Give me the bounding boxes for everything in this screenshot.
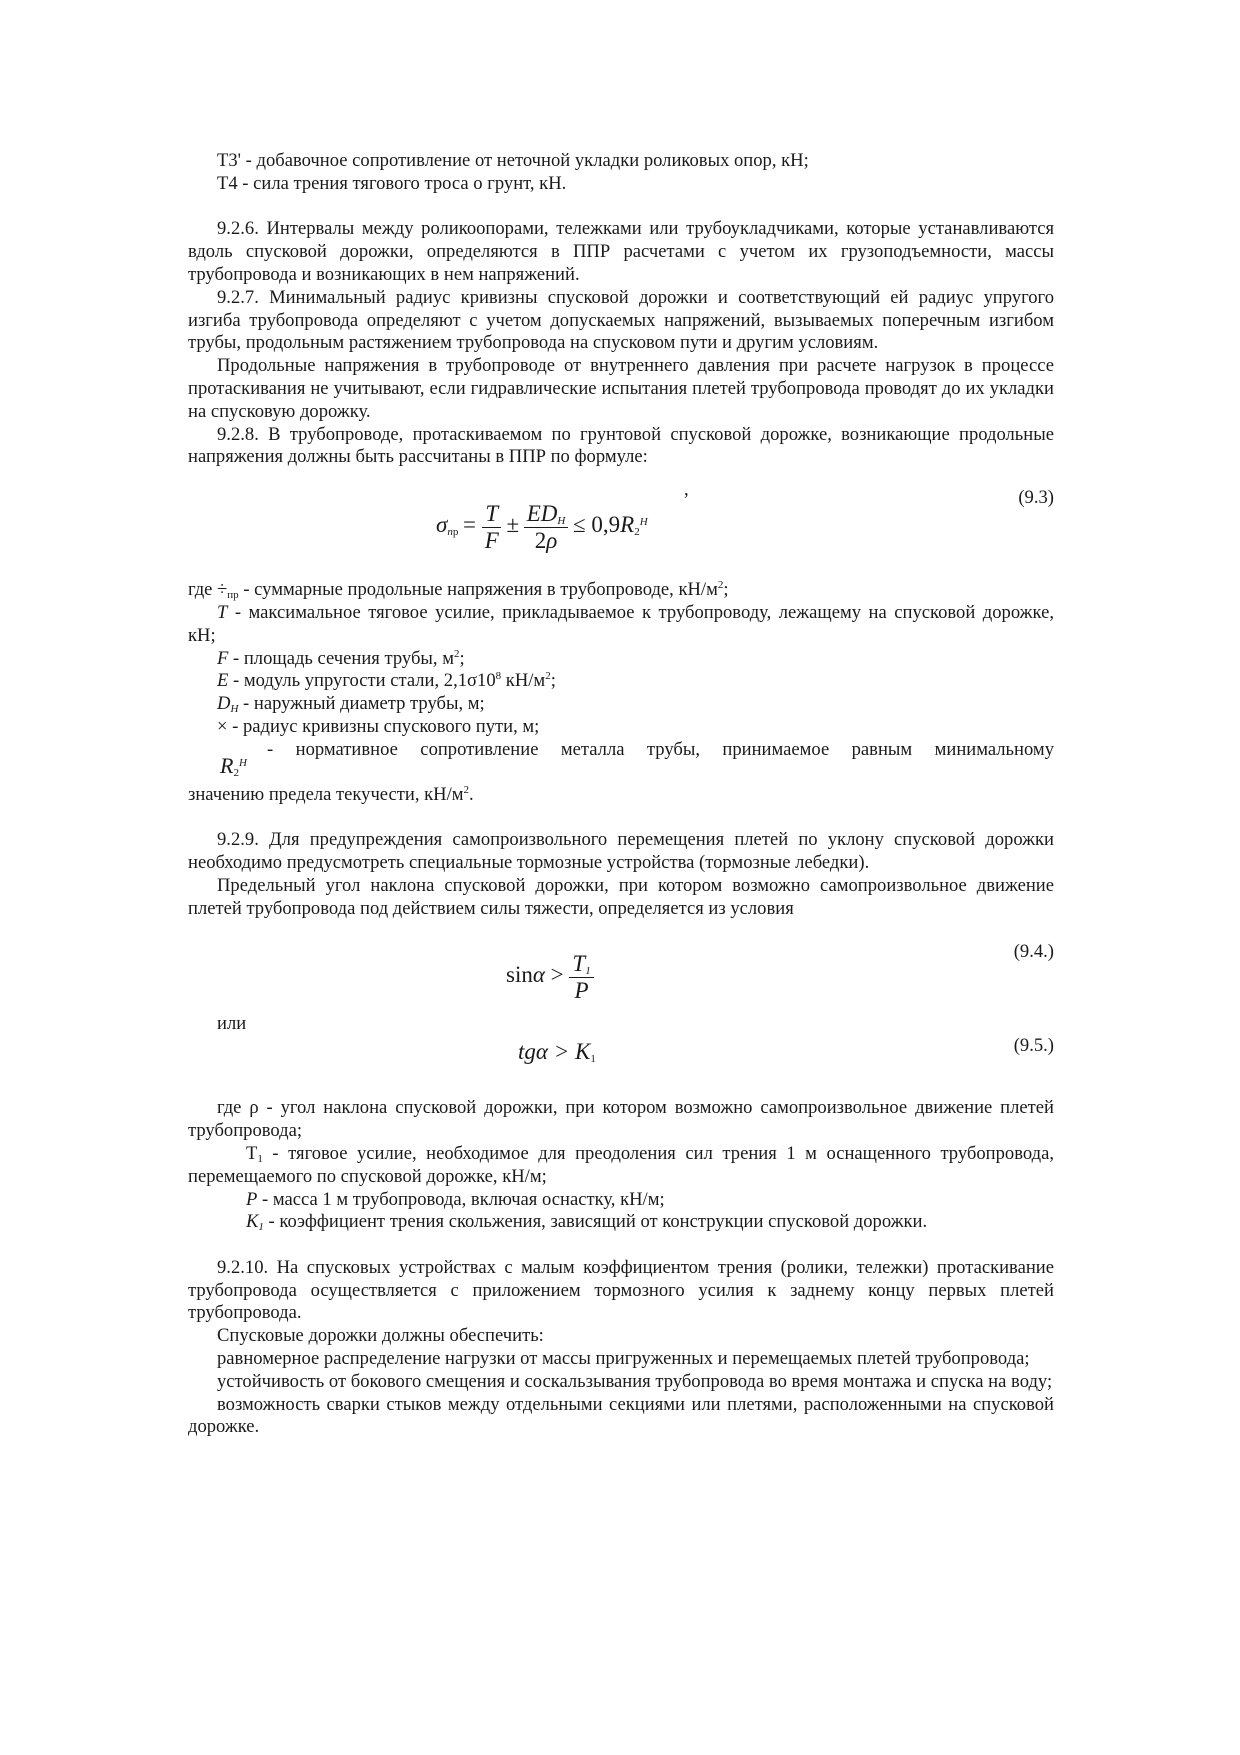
t3-line: Т3' - добавочное сопротивление от неточной укладки роликовых опор, кН;	[217, 150, 809, 171]
paragraph-9-2-9-b: Предельный угол наклона спусковой дорожки, при котором возможно самопроизвольное движение плетей трубопровода под действием силы тяжести, определяется из условия	[188, 874, 1054, 919]
def-D: $D_Н$ - наружный диаметр трубы, м;	[217, 693, 485, 716]
paragraph-9-2-7: 9.2.7. Минимальный радиус кривизны спусковой дорожки и соответствующий ей радиус упругого изгиба трубопровода определяют с учетом допускаемых напряжений, вызываемых поперечным изгибом трубы, продольным растяжением трубопровода на спусковом пути и другим условиям.	[188, 286, 1054, 354]
t4-line: Т4 - сила трения тягового троса о грунт, кН.	[217, 172, 567, 194]
requirement-1: равномерное распределение нагрузки от массы пригруженных и перемещаемых плетей трубопровода;	[217, 1348, 1030, 1370]
formula-9-5: $tg\alpha > K_1$	[518, 1039, 596, 1066]
equation-9-3	[188, 469, 1054, 579]
equation-number-9-5: (9.5.)	[1013, 1035, 1054, 1057]
equation-number-9-4: (9.4.)	[1013, 940, 1054, 962]
equation-9-4	[188, 921, 1054, 1013]
def-E: E - модуль упругости стали, $2,1\sigma 10^8$ $кН/м^2$;	[217, 670, 556, 692]
def-F: F - площадь сечения трубы, $м^2$;	[217, 647, 465, 669]
def-T1: $Т_1$ - тяговое усилие, необходимое для преодоления сил трения 1 м оснащенного трубопровода, перемещаемого по спусковой дорожке, кН/м;	[188, 1142, 1054, 1187]
where-sigma: где $\div_{пр}$ - суммарные продольные напряжения в трубопроводе, $кН/м^2$;	[188, 579, 729, 602]
paragraph-9-2-7-b: Продольные напряжения в трубопроводе от внутреннего давления при расчете нагрузок в процессе протаскивания не учитывают, если гидравлические испытания плетей трубопровода проводят до их укладки на спусковую дорожку.	[188, 355, 1054, 422]
def-rho: × - радиус кривизны спускового пути, м;	[217, 715, 540, 737]
must-provide: Спусковые дорожки должны обеспечить:	[217, 1325, 544, 1347]
paragraph-9-2-6: 9.2.6. Интервалы между роликоопорами, тележками или трубоукладчиками, которые устанавливаются вдоль спусковой дорожки, определяются в ППР расчетами с учетом их грузоподъемности, массы трубопровода и возникающих в нем напряжений.	[188, 218, 1054, 285]
equation-9-5	[188, 1035, 1054, 1097]
def-K1: $K_1$ - коэффициент трения скольжения, зависящий от конструкции спусковой дорожки.	[246, 1211, 928, 1234]
where-rho: где ρ - угол наклона спусковой дорожки, при котором возможно самопроизвольное движение плетей трубопровода;	[188, 1097, 1054, 1142]
def-R-text: - нормативное сопротивление металла трубы, принимаемое равным минимальному	[267, 738, 1054, 760]
formula-9-3: $\sigma_{пр}$ = $\frac{T}{F}$ ± $\frac{ED_Н}{2\rho}$ ≤ $0,9R_2^Н$	[436, 501, 648, 554]
def-P: P - масса 1 м трубопровода, включая оснастку, кН/м;	[246, 1188, 665, 1210]
paragraph-9-2-8: 9.2.8. В трубопроводе, протаскиваемом по грунтовой спусковой дорожке, возникающие продольные напряжения должны быть рассчитаны в ППР по формуле:	[188, 423, 1054, 468]
document-page	[188, 150, 1054, 1439]
equation-comma: ,	[684, 479, 689, 501]
paragraph-9-2-10: 9.2.10. На спусковых устройствах с малым коэффициентом трения (ролики, тележки) протаскивание трубопровода осуществляется с приложением тормозного усилия к заднему концу первых плетей трубопровода.	[188, 1256, 1054, 1324]
requirement-3: возможность сварки стыков между отдельными секциями или плетями, расположенными на спусковой дорожке.	[188, 1393, 1054, 1438]
def-R-row	[188, 739, 1054, 784]
requirement-2: устойчивость от бокового смещения и соскальзывания трубопровода во время монтажа и спуска на воду;	[217, 1370, 1053, 1392]
def-R-cont: значению предела текучести, $кН/м^2$.	[188, 783, 474, 805]
paragraph-9-2-9: 9.2.9. Для предупреждения самопроизвольного перемещения плетей по уклону спусковой дорожки необходимо предусмотреть специальные тормозные устройства (тормозные лебедки).	[188, 829, 1054, 874]
def-T: T - максимальное тяговое усилие, прикладываемое к трубопроводу, лежащему на спусковой дорожке, кН;	[188, 601, 1054, 646]
R2H-symbol: $R_2^Н$	[220, 752, 247, 779]
equation-number-9-3: (9.3)	[1018, 487, 1054, 509]
or-word: или	[217, 1012, 247, 1034]
formula-9-4: sinα > $\frac{T_1}{P}$	[506, 951, 594, 1004]
